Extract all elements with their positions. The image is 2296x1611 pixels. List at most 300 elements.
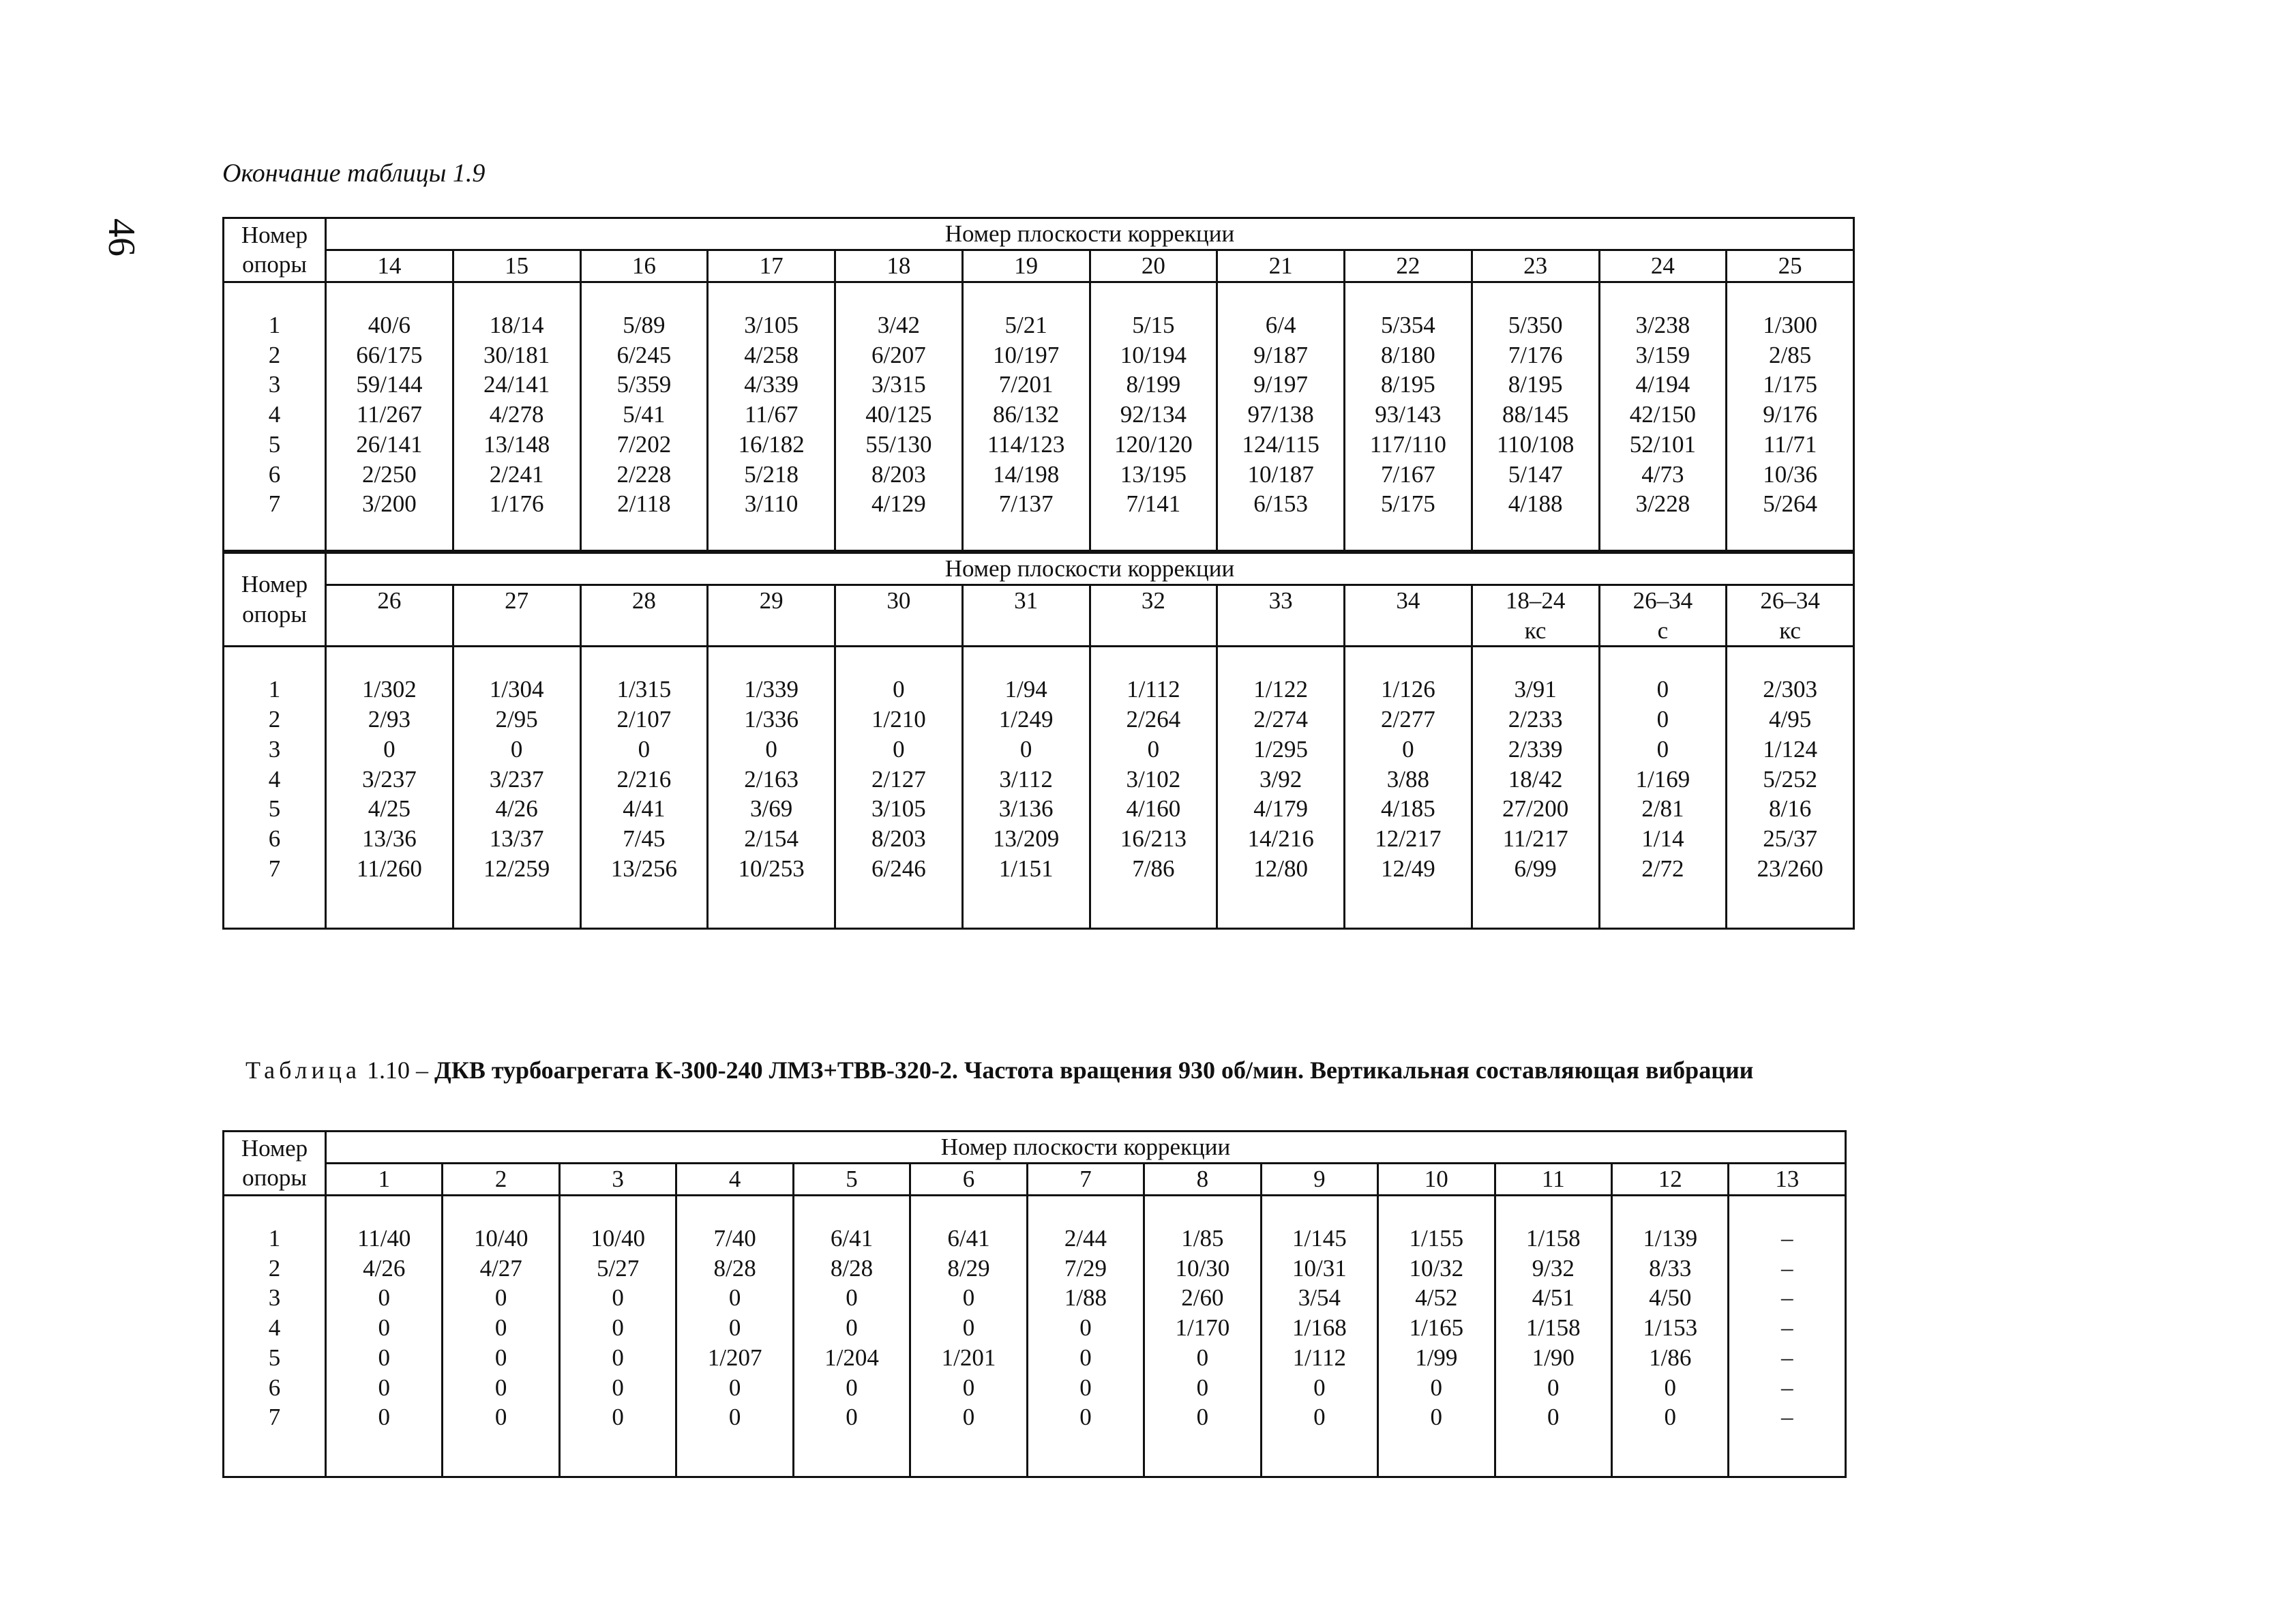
table-cell-value: 1/158	[1525, 1224, 1581, 1252]
table-cell-value: 9/32	[1532, 1254, 1575, 1282]
column-numbers-row	[224, 585, 1854, 647]
table-cell-value: 120/120	[1114, 430, 1193, 458]
table-cell-value: 3/112	[999, 765, 1053, 793]
table-cell-value: 5/175	[1381, 490, 1435, 518]
table-cell-value: 0	[1196, 1344, 1209, 1371]
table-cell-value: 2/339	[1508, 735, 1563, 763]
table-cell-value: 4/27	[479, 1254, 522, 1282]
support-number: 3	[268, 735, 281, 763]
table-cell-value: 10/40	[591, 1224, 645, 1252]
table-cell-value: 8/16	[1769, 795, 1812, 823]
table-cell-value: 0	[846, 1284, 858, 1312]
table-cell-value: 9/176	[1763, 401, 1817, 428]
caption-text: ДКВ турбоагрегата К-300-240 ЛМЗ+ТВВ-320-2. Частота вращения 930 об/мин. Вертикальная составляющая вибрации	[434, 1056, 1754, 1084]
table-body-row	[224, 1195, 1846, 1477]
column-numbers-row	[224, 1163, 1846, 1195]
table-cell-value: 0	[728, 1314, 741, 1341]
value-column-cell	[1472, 282, 1599, 551]
table-cell-value: 1/94	[1004, 676, 1047, 703]
value-column-cell	[1217, 647, 1345, 928]
column-numbers-row	[224, 250, 1854, 282]
table-cell-value: 5/354	[1381, 311, 1435, 338]
table-cell-value: 1/302	[362, 676, 417, 703]
table-cell-value: 7/201	[998, 371, 1054, 398]
value-column-cell	[676, 1195, 793, 1477]
column-header-number: 26–34	[1632, 587, 1693, 614]
table-cell-value: 3/88	[1386, 765, 1429, 793]
table-cell-value: 0	[1196, 1404, 1209, 1431]
column-header	[1727, 585, 1854, 647]
column-header: 16	[580, 250, 708, 282]
table-cell-value: 4/258	[744, 341, 799, 368]
value-column-cell	[962, 282, 1090, 551]
value-column-cell	[1472, 647, 1599, 928]
table-cell-value: 0	[612, 1344, 624, 1371]
support-number: 4	[268, 765, 281, 793]
table-cell-value: 6/207	[871, 341, 926, 368]
table-cell-value: 6/99	[1514, 855, 1557, 882]
column-header: 14	[326, 250, 453, 282]
column-header: 3	[559, 1163, 676, 1195]
table-cell-value: 0	[728, 1404, 741, 1431]
table-cell-value: 0	[962, 1374, 975, 1401]
table-cell-value: 12/49	[1381, 855, 1435, 882]
table-cell-value: 10/32	[1409, 1254, 1464, 1282]
support-number: 5	[268, 1344, 281, 1371]
column-header: 17	[708, 250, 835, 282]
table-cell-value: 7/29	[1064, 1254, 1107, 1282]
table-cell-value: 8/203	[871, 460, 926, 488]
table-cell-value: 3/69	[750, 795, 793, 823]
support-number: 3	[268, 1284, 281, 1312]
column-header	[453, 585, 580, 647]
table-cell-value: 0	[1430, 1374, 1443, 1401]
support-number: 2	[268, 341, 281, 368]
table-cell-value: 4/188	[1508, 490, 1563, 518]
table-cell-value: 0	[378, 1284, 390, 1312]
column-header	[1345, 585, 1472, 647]
support-number: 4	[268, 1314, 281, 1341]
column-header-suffix: кс	[1779, 617, 1801, 644]
column-header: 24	[1599, 250, 1727, 282]
value-column-cell	[1261, 1195, 1377, 1477]
table-cell-value: 23/260	[1757, 855, 1823, 882]
table-cell-value: 1/126	[1381, 676, 1435, 703]
table-cell-value: 2/241	[489, 460, 544, 488]
header-row	[224, 552, 1854, 585]
table-cell-value: 0	[494, 1344, 507, 1371]
support-header	[224, 1132, 326, 1196]
page-number: 46	[100, 218, 143, 256]
table-cell-value: 6/41	[830, 1224, 874, 1252]
table-cell-value: 13/148	[483, 430, 550, 458]
column-header: 25	[1727, 250, 1854, 282]
table-cell-value: –	[1780, 1404, 1793, 1431]
support-number: 2	[268, 1254, 281, 1282]
table-cell-value: 7/167	[1381, 460, 1435, 488]
column-header-suffix	[709, 616, 834, 645]
table-cell-value: 2/216	[616, 765, 672, 793]
value-column-cell	[1090, 647, 1217, 928]
table-cell-value: 0	[1430, 1404, 1443, 1431]
column-header: 23	[1472, 250, 1599, 282]
table-cell-value: 1/14	[1641, 825, 1684, 852]
support-number: 6	[268, 1374, 281, 1401]
table-cell-value: 0	[728, 1284, 741, 1312]
table-cell-value: 2/228	[616, 460, 672, 488]
table-cell-value: 0	[962, 1404, 975, 1431]
column-header-number: 32	[1141, 587, 1165, 614]
table-cell-value: 0	[638, 735, 651, 763]
table-cell-value: 0	[612, 1314, 624, 1341]
table-cell-value: 13/195	[1120, 460, 1187, 488]
table-cell-value: 0	[893, 735, 905, 763]
table-cell-value: 2/250	[362, 460, 417, 488]
table-cell-value: 1/124	[1763, 735, 1817, 763]
table-cell-value: 1/85	[1181, 1224, 1224, 1252]
table-cell-value: 16/213	[1120, 825, 1187, 852]
table-cell-value: 59/144	[356, 371, 423, 398]
table-cell-value: 2/107	[616, 706, 672, 733]
table-cell-value: 7/202	[616, 430, 672, 458]
table-cell-value: 2/44	[1064, 1224, 1107, 1252]
table-cell-value: 5/252	[1763, 765, 1817, 793]
table-cell-value: 92/134	[1120, 401, 1187, 428]
column-header: 12	[1611, 1163, 1728, 1195]
table-cell-value: 42/150	[1629, 401, 1696, 428]
column-header	[1090, 585, 1217, 647]
value-column-cell	[1495, 1195, 1611, 1477]
header-row	[224, 218, 1854, 250]
support-number: 6	[268, 460, 281, 488]
table-cell-value: –	[1780, 1314, 1793, 1341]
table-cell-value: 14/198	[993, 460, 1060, 488]
table-cell-value: 93/143	[1375, 401, 1442, 428]
table-cell-value: 3/105	[871, 795, 926, 823]
table-cell-value: 1/336	[744, 706, 799, 733]
table-cell-value: 4/25	[368, 795, 411, 823]
table-cell-value: 0	[378, 1374, 390, 1401]
table-cell-value: 8/28	[713, 1254, 756, 1282]
table-cell-value: 0	[378, 1314, 390, 1341]
table-cell-value: 1/88	[1064, 1284, 1107, 1312]
column-header-suffix	[836, 616, 961, 645]
table-cell-value: 4/41	[623, 795, 666, 823]
support-number: 3	[268, 371, 281, 398]
table-cell-value: 1/86	[1649, 1344, 1692, 1371]
support-header	[224, 552, 326, 647]
column-header	[708, 585, 835, 647]
table-cell-value: 3/105	[744, 311, 799, 338]
table-cell-value: 8/29	[947, 1254, 990, 1282]
table-cell-value: 2/127	[871, 765, 926, 793]
column-header: 9	[1261, 1163, 1377, 1195]
table-cell-value: 0	[494, 1314, 507, 1341]
table-cell-value: 86/132	[993, 401, 1060, 428]
table-cell-value: 1/175	[1763, 371, 1817, 398]
table-cell-value: 11/217	[1502, 825, 1568, 852]
table-cell-value: 1/176	[489, 490, 544, 518]
value-column-cell	[1729, 1195, 1846, 1477]
table-cell-value: 0	[1313, 1404, 1326, 1431]
table-cell-value: 0	[1547, 1374, 1560, 1401]
table-cell-value: 0	[1656, 735, 1669, 763]
table-cell-value: –	[1780, 1284, 1793, 1312]
value-column-cell	[1217, 282, 1345, 551]
column-header: 7	[1027, 1163, 1144, 1195]
table-cell-value: 1/210	[871, 706, 926, 733]
plane-header: Номер плоскости коррекции	[326, 1132, 1846, 1164]
table-cell-value: 11/71	[1763, 430, 1817, 458]
table-cell-value: 6/153	[1253, 490, 1308, 518]
value-column-cell	[580, 647, 708, 928]
table-cell-value: 9/197	[1253, 371, 1308, 398]
table-cell-value: 3/200	[362, 490, 417, 518]
table-cell-value: 2/277	[1381, 706, 1435, 733]
table-cell-value: 0	[383, 735, 396, 763]
table-cell-value: 8/180	[1381, 341, 1435, 368]
column-header: 4	[676, 1163, 793, 1195]
support-header-label: Номер опоры	[241, 221, 308, 278]
value-column-cell	[1727, 282, 1854, 551]
table-cell-value: 1/249	[998, 706, 1054, 733]
column-header	[835, 585, 963, 647]
table-cell-value: 0	[1656, 706, 1669, 733]
support-number: 1	[268, 676, 281, 703]
table-cell-value: 3/315	[871, 371, 926, 398]
table-cell-value: 0	[1664, 1404, 1676, 1431]
table-cell-value: 11/40	[357, 1224, 411, 1252]
table-cell-value: 7/40	[713, 1224, 756, 1252]
table-cell-value: 117/110	[1369, 430, 1446, 458]
value-column-cell	[559, 1195, 676, 1477]
table-cell-value: 1/207	[707, 1344, 762, 1371]
table-cell-value: 1/339	[744, 676, 799, 703]
value-column-cell	[326, 647, 453, 928]
table-cell-value: 2/93	[368, 706, 411, 733]
table-cell-value: 16/182	[738, 430, 805, 458]
value-column-cell	[1090, 282, 1217, 551]
column-header-suffix	[327, 616, 452, 645]
table-cell-value: 2/118	[617, 490, 671, 518]
support-numbers-cell	[224, 1195, 326, 1477]
table-cell-value: 4/95	[1769, 706, 1812, 733]
column-header	[326, 585, 453, 647]
column-header-suffix	[1345, 616, 1471, 645]
support-number: 4	[268, 401, 281, 428]
value-column-cell	[1345, 282, 1472, 551]
table-cell-value: 2/81	[1641, 795, 1684, 823]
table-cell-value: 5/89	[623, 311, 666, 338]
table-cell-value: 4/73	[1641, 460, 1684, 488]
support-number: 2	[268, 706, 281, 733]
column-header-number: 27	[505, 587, 529, 614]
table-cell-value: 11/260	[356, 855, 422, 882]
column-header: 10	[1378, 1163, 1495, 1195]
table-cell-value: 6/246	[871, 855, 926, 882]
table-cell-value: 8/203	[871, 825, 926, 852]
table-cell-value: 0	[893, 676, 905, 703]
table-cell-value: 10/31	[1292, 1254, 1347, 1282]
column-header-suffix	[964, 616, 1089, 645]
value-column-cell	[835, 282, 963, 551]
table-cell-value: 4/194	[1635, 371, 1690, 398]
value-column-cell	[910, 1195, 1027, 1477]
table-cell-value: 4/160	[1126, 795, 1181, 823]
table-cell-value: 2/264	[1126, 706, 1181, 733]
table-cell-value: 4/26	[363, 1254, 406, 1282]
table-cell-value: 88/145	[1502, 401, 1569, 428]
table-cell-value: 0	[1196, 1374, 1209, 1401]
support-number: 7	[268, 855, 281, 882]
column-header-suffix: кс	[1524, 617, 1547, 644]
table-body-row	[224, 647, 1854, 928]
table-cell-value: 0	[1664, 1374, 1676, 1401]
table-cell-value: 0	[612, 1404, 624, 1431]
value-column-cell	[1027, 1195, 1144, 1477]
table-cell-value: 4/129	[871, 490, 926, 518]
table-cell-value: 5/359	[616, 371, 672, 398]
value-column-cell	[1345, 647, 1472, 928]
table-cell-value: 1/168	[1292, 1314, 1347, 1341]
table-cell-value: 10/253	[738, 855, 805, 882]
table-cell-value: 0	[1079, 1374, 1092, 1401]
table-cell-value: 4/51	[1532, 1284, 1575, 1312]
table-cell-value: 4/179	[1253, 795, 1308, 823]
table-cell-value: 0	[1313, 1374, 1326, 1401]
table-cell-value: 13/256	[610, 855, 677, 882]
column-header: 18	[835, 250, 963, 282]
column-header-number: 34	[1396, 587, 1420, 614]
table-cell-value: 7/141	[1126, 490, 1181, 518]
table-cell-value: 11/267	[356, 401, 422, 428]
table-cell-value: 0	[510, 735, 523, 763]
table-cell-value: 0	[846, 1404, 858, 1431]
table-cell-value: 0	[1547, 1404, 1560, 1431]
column-header-number: 33	[1268, 587, 1293, 614]
table-cell-value: 26/141	[356, 430, 423, 458]
table-cell-value: 1/304	[489, 676, 544, 703]
value-column-cell	[453, 282, 580, 551]
value-column-cell	[1599, 282, 1727, 551]
table-cell-value: 0	[765, 735, 777, 763]
table-cell-value: 55/130	[865, 430, 932, 458]
support-numbers-cell	[224, 282, 326, 551]
table-cell-value: 5/218	[744, 460, 799, 488]
table-cell-value: 13/37	[489, 825, 544, 852]
table-cell-value: 2/95	[495, 706, 538, 733]
value-column-cell	[443, 1195, 559, 1477]
table-cell-value: 1/112	[1292, 1344, 1347, 1371]
table-cell-value: 1/295	[1253, 735, 1308, 763]
support-number: 7	[268, 490, 281, 518]
support-number: 5	[268, 795, 281, 823]
table-cell-value: 1/122	[1253, 676, 1308, 703]
column-header-suffix	[582, 616, 707, 645]
column-header-number: 26–34	[1760, 587, 1820, 614]
header-row	[224, 1132, 1846, 1164]
table-cell-value: 5/41	[623, 401, 666, 428]
column-header: 2	[443, 1163, 559, 1195]
table-cell-value: 18/14	[489, 311, 544, 338]
table-cell-value: 0	[612, 1284, 624, 1312]
column-header: 21	[1217, 250, 1345, 282]
table-cell-value: 2/154	[744, 825, 799, 852]
table-cell-value: 18/42	[1508, 765, 1563, 793]
table-cell-value: 0	[846, 1314, 858, 1341]
support-number: 5	[268, 430, 281, 458]
plane-header: Номер плоскости коррекции	[326, 218, 1854, 250]
table-cell-value: 2/60	[1181, 1284, 1224, 1312]
value-column-cell	[453, 647, 580, 928]
table-cell-value: 14/216	[1247, 825, 1314, 852]
table-cell-value: 0	[1019, 735, 1032, 763]
column-header: 5	[793, 1163, 910, 1195]
value-column-cell	[580, 282, 708, 551]
table-cell-value: 2/72	[1641, 855, 1684, 882]
table-cell-value: 10/187	[1247, 460, 1314, 488]
table-cell-value: 3/110	[744, 490, 799, 518]
value-column-cell	[326, 282, 453, 551]
table-cell-value: 10/194	[1120, 341, 1187, 368]
column-header	[580, 585, 708, 647]
table-cell-value: 8/28	[830, 1254, 874, 1282]
table-cell-value: 10/40	[473, 1224, 528, 1252]
column-header: 1	[326, 1163, 443, 1195]
table-cell-value: 114/123	[987, 430, 1065, 458]
table-cell-value: 7/45	[623, 825, 666, 852]
table-cell-value: 1/151	[998, 855, 1054, 882]
table-cell-value: 1/204	[824, 1344, 879, 1371]
table-cell-value: 0	[1079, 1404, 1092, 1431]
column-header-number: 30	[886, 587, 911, 614]
table-1-10-caption	[245, 1056, 1753, 1084]
value-column-cell	[1611, 1195, 1728, 1477]
support-number: 1	[268, 1224, 281, 1252]
column-header-suffix	[454, 616, 580, 645]
column-header	[1217, 585, 1345, 647]
table-cell-value: 4/52	[1415, 1284, 1458, 1312]
table-cell-value: 4/26	[495, 795, 538, 823]
column-header	[1472, 585, 1599, 647]
table-cell-value: 5/15	[1132, 311, 1175, 338]
table-cell-value: 0	[494, 1374, 507, 1401]
table-cell-value: 0	[962, 1284, 975, 1312]
table-cell-value: 10/197	[993, 341, 1060, 368]
value-column-cell	[1144, 1195, 1261, 1477]
table-cell-value: 1/315	[616, 676, 672, 703]
table-cell-value: 1/165	[1409, 1314, 1464, 1341]
column-header: 13	[1729, 1163, 1846, 1195]
table-cell-value: 3/136	[998, 795, 1054, 823]
table-cell-value: 3/102	[1126, 765, 1181, 793]
table-cell-value: 7/176	[1508, 341, 1563, 368]
table-cell-value: 8/195	[1381, 371, 1435, 398]
value-column-cell	[326, 1195, 443, 1477]
support-header	[224, 218, 326, 282]
table-cell-value: 0	[846, 1374, 858, 1401]
column-header-number: 29	[759, 587, 784, 614]
table-cell-value: 1/153	[1643, 1314, 1698, 1341]
table-cell-value: 3/91	[1514, 676, 1557, 703]
table-cell-value: 4/339	[744, 371, 799, 398]
table-cell-value: 124/115	[1242, 430, 1320, 458]
table-cell-value: 0	[1079, 1344, 1092, 1371]
table-cell-value: 1/155	[1409, 1224, 1464, 1252]
table-cell-value: 7/137	[998, 490, 1054, 518]
table-cell-value: 6/41	[947, 1224, 990, 1252]
table-cell-value: 52/101	[1629, 430, 1696, 458]
